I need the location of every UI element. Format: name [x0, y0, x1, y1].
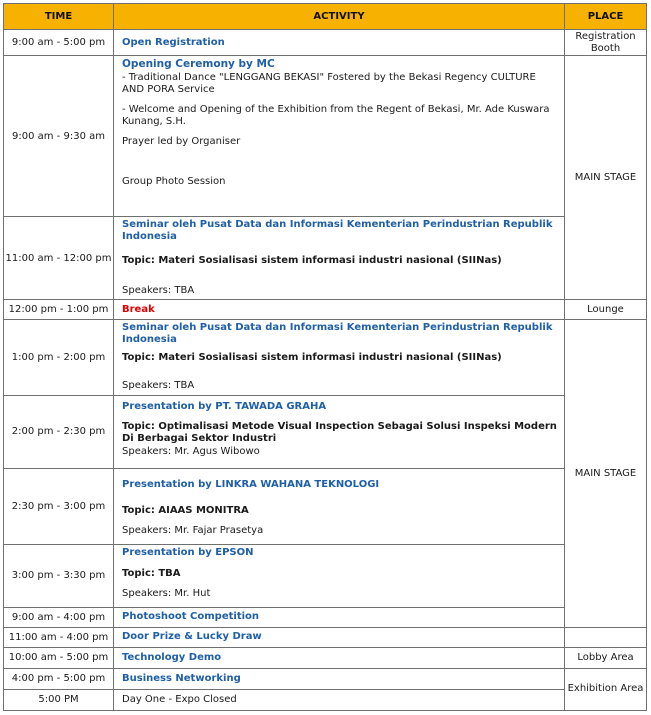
schedule-row [4, 627, 647, 647]
place-cell-empty [565, 627, 647, 647]
activity-line: Group Photo Session [122, 176, 226, 188]
activity-title: Seminar oleh Pusat Data dan Informasi Kementerian Perindustrian Republik Indonesia [122, 219, 553, 243]
activity-topic: Topic: AIAAS MONITRA [122, 504, 249, 516]
schedule-row [4, 320, 647, 395]
time-cell: 1:00 pm - 2:00 pm [4, 320, 114, 395]
time-cell: 11:00 am - 4:00 pm [4, 627, 114, 647]
activity-cell [114, 544, 565, 607]
time-cell: 10:00 am - 5:00 pm [4, 647, 114, 668]
schedule-row [4, 300, 647, 320]
time-cell: 9:00 am - 4:00 pm [4, 607, 114, 627]
activity-title: Technology Demo [122, 651, 222, 663]
activity-title: Business Networking [122, 672, 241, 684]
activity-cell [114, 56, 565, 217]
time-cell: 5:00 PM [4, 689, 114, 710]
activity-cell [114, 300, 565, 320]
activity-speakers: Speakers: TBA [122, 380, 195, 392]
activity-speakers: Speakers: TBA [122, 285, 195, 297]
activity-line: - Traditional Dance "LENGGANG BEKASI" Fostered by the Bekasi Regency CULTURE AND PORA Service [122, 72, 536, 96]
place-cell: MAIN STAGE [565, 56, 647, 300]
activity-topic: Topic: TBA [122, 567, 181, 579]
place-cell: Lounge [565, 300, 647, 320]
place-cell: Lobby Area [565, 647, 647, 668]
activity-title: Seminar oleh Pusat Data dan Informasi Kementerian Perindustrian Republik Indonesia [122, 322, 553, 346]
schedule-row [4, 668, 647, 689]
time-cell: 9:00 am - 9:30 am [4, 56, 114, 217]
place-cell: Exhibition Area [565, 668, 647, 710]
activity-cell [114, 627, 565, 647]
activity-title: Photoshoot Competition [122, 611, 260, 623]
activity-title: Open Registration [122, 36, 225, 48]
schedule-table [3, 3, 647, 711]
header-row [4, 4, 647, 30]
schedule-row [4, 468, 647, 544]
activity-title: Presentation by LINKRA WAHANA TEKNOLOGI [122, 478, 380, 490]
time-cell: 11:00 am - 12:00 pm [4, 217, 114, 300]
activity-line: - Welcome and Opening of the Exhibition from the Regent of Bekasi, Mr. Ade Kuswara Kunang, S.H. [122, 104, 550, 128]
activity-cell [114, 647, 565, 668]
schedule-row [4, 217, 647, 300]
activity-title: Presentation by PT. TAWADA GRAHA [122, 400, 327, 412]
activity-title: Door Prize & Lucky Draw [122, 631, 262, 643]
time-cell: 2:30 pm - 3:00 pm [4, 468, 114, 544]
activity-title: Break [122, 303, 155, 315]
time-cell: 2:00 pm - 2:30 pm [4, 395, 114, 468]
activity-cell [114, 668, 565, 689]
activity-cell [114, 320, 565, 395]
activity-speakers: Speakers: Mr. Hut [122, 587, 211, 599]
schedule-row [4, 689, 647, 710]
activity-cell [114, 30, 565, 56]
header-activity: ACTIVITY [114, 4, 565, 30]
place-cell: Registration Booth [565, 30, 647, 56]
activity-line: Prayer led by Organiser [122, 136, 241, 148]
activity-cell [114, 395, 565, 468]
schedule-row [4, 395, 647, 468]
activity-topic: Topic: Materi Sosialisasi sistem informasi industri nasional (SIINas) [122, 352, 502, 364]
schedule-row [4, 30, 647, 56]
schedule-row [4, 607, 647, 627]
header-time: TIME [4, 4, 114, 30]
time-cell: 12:00 pm - 1:00 pm [4, 300, 114, 320]
schedule-row [4, 647, 647, 668]
activity-topic: Topic: Materi Sosialisasi sistem informasi industri nasional (SIINas) [122, 255, 502, 267]
activity-speakers: Speakers: Mr. Fajar Prasetya [122, 524, 264, 536]
activity-cell [114, 468, 565, 544]
activity-cell [114, 217, 565, 300]
schedule-row [4, 544, 647, 607]
activity-cell [114, 607, 565, 627]
activity-speakers: Speakers: Mr. Agus Wibowo [122, 445, 260, 457]
header-place: PLACE [565, 4, 647, 30]
place-cell: MAIN STAGE [565, 320, 647, 627]
activity-title: Opening Ceremony by MC [122, 58, 275, 71]
activity-topic: Topic: Optimalisasi Metode Visual Inspection Sebagai Solusi Inspeksi Modern Di Berbagai Sektor Industri [122, 420, 557, 444]
activity-title: Day One - Expo Closed [122, 693, 237, 705]
time-cell: 3:00 pm - 3:30 pm [4, 544, 114, 607]
schedule-row [4, 56, 647, 217]
time-cell: 4:00 pm - 5:00 pm [4, 668, 114, 689]
activity-title: Presentation by EPSON [122, 546, 254, 558]
time-cell: 9:00 am - 5:00 pm [4, 30, 114, 56]
activity-cell [114, 689, 565, 710]
